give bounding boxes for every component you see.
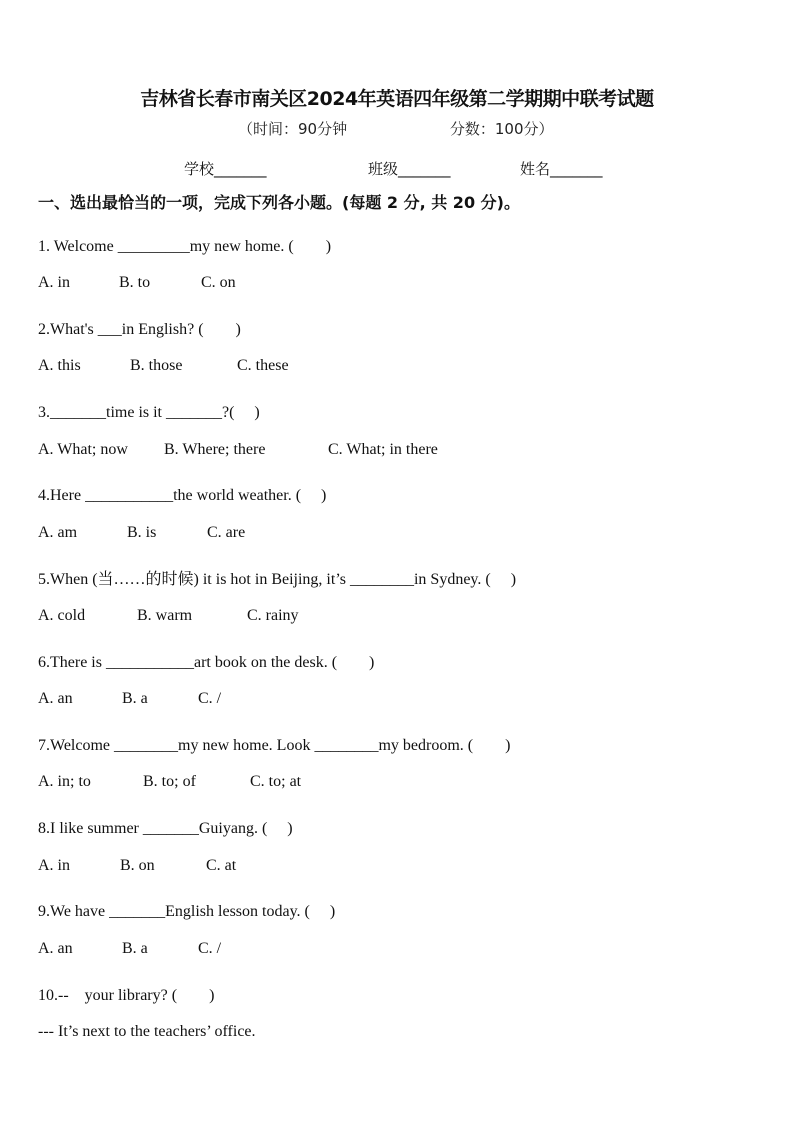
- option-a[interactable]: A. this: [38, 357, 81, 374]
- options-5: [38, 607, 299, 625]
- question-10: 10.-- your library? ( ): [38, 987, 215, 1004]
- question-9: 9.We have _______English lesson today. ( ): [38, 903, 336, 920]
- option-a[interactable]: A. in: [38, 274, 70, 291]
- section-heading: 一、选出最恰当的一项，完成下列各小题。(每题 2 分, 共 20 分)。: [38, 193, 520, 212]
- option-a[interactable]: A. an: [38, 690, 73, 707]
- option-a[interactable]: A. in; to: [38, 773, 91, 790]
- answer-line: --- It’s next to the teachers’ office.: [38, 1023, 256, 1040]
- option-c[interactable]: C. are: [207, 524, 246, 541]
- options-3: [38, 441, 438, 459]
- option-a[interactable]: A. cold: [38, 607, 86, 624]
- option-c[interactable]: C. these: [237, 357, 289, 374]
- question-1: 1. Welcome _________my new home. ( ): [38, 238, 332, 255]
- exam-meta: [238, 118, 554, 139]
- option-a[interactable]: A. an: [38, 940, 73, 957]
- option-c[interactable]: C. to; at: [250, 773, 302, 790]
- option-b[interactable]: B. to: [119, 274, 151, 291]
- option-a[interactable]: A. in: [38, 857, 70, 874]
- option-b[interactable]: B. Where; there: [164, 441, 266, 458]
- option-b[interactable]: B. those: [130, 357, 183, 374]
- option-b[interactable]: B. is: [127, 524, 157, 541]
- option-c[interactable]: C. What; in there: [328, 441, 438, 458]
- option-c[interactable]: C. /: [198, 940, 222, 957]
- option-a[interactable]: A. What; now: [38, 441, 128, 458]
- option-b[interactable]: B. a: [122, 690, 148, 707]
- question-8: 8.I like summer _______Guiyang. ( ): [38, 820, 293, 837]
- question-5: 5.When (当……的时候) it is hot in Beijing, it’s ________in Sydney. ( ): [38, 571, 517, 588]
- options-7: [38, 773, 301, 791]
- option-b[interactable]: B. a: [122, 940, 148, 957]
- options-6: [38, 690, 221, 708]
- options-2: [38, 357, 289, 375]
- option-c[interactable]: C. rainy: [247, 607, 299, 624]
- question-2: 2.What's ___in English? ( ): [38, 321, 241, 338]
- option-c[interactable]: C. /: [198, 690, 222, 707]
- question-4: 4.Here ___________the world weather. ( ): [38, 487, 327, 504]
- name-field: 姓名_______: [520, 160, 603, 178]
- option-b[interactable]: B. to; of: [143, 773, 196, 790]
- question-3: 3._______time is it _______?( ): [38, 404, 260, 421]
- question-6: 6.There is ___________art book on the desk. ( ): [38, 654, 375, 671]
- options-1: [38, 274, 236, 292]
- options-9: [38, 940, 221, 958]
- school-field: 学校_______: [184, 160, 267, 178]
- option-c[interactable]: C. at: [206, 857, 237, 874]
- option-a[interactable]: A. am: [38, 524, 78, 541]
- class-field: 班级_______: [368, 160, 451, 178]
- options-8: [38, 857, 236, 875]
- exam-time: （时间：90分钟: [238, 120, 348, 138]
- exam-score: 分数：100分）: [449, 120, 554, 138]
- options-4: [38, 524, 245, 542]
- page-title: 吉林省长春市南关区2024年英语四年级第二学期期中联考试题: [140, 88, 654, 110]
- option-b[interactable]: B. warm: [137, 607, 193, 624]
- option-c[interactable]: C. on: [201, 274, 236, 291]
- question-7: 7.Welcome ________my new home. Look ________my bedroom. ( ): [38, 737, 511, 754]
- option-b[interactable]: B. on: [120, 857, 155, 874]
